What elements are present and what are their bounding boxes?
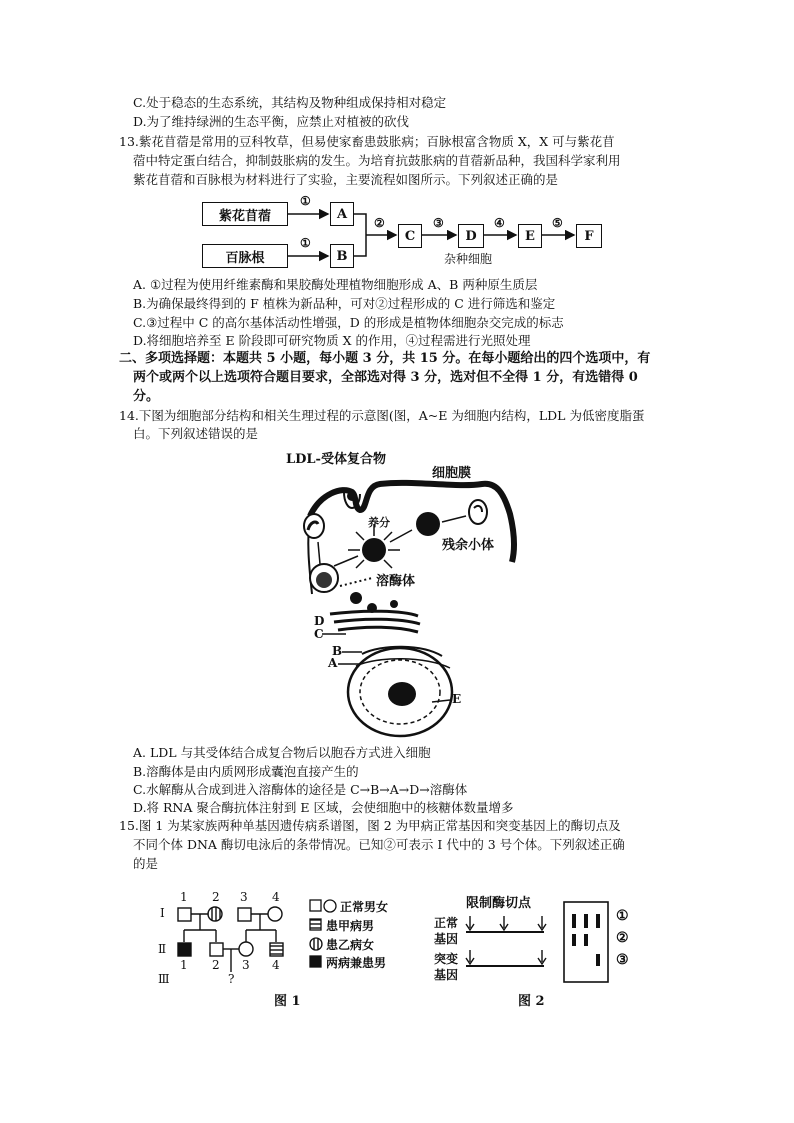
q14-cell-figure xyxy=(282,444,532,744)
flow-box-d: D xyxy=(458,224,484,248)
q13-stem: 13.紫花苜蓿是常用的豆科牧草，但易使家畜患鼓胀病；百脉根富含物质 X，X 可与紫花苜 xyxy=(119,134,615,149)
flow-step-4: ④ xyxy=(494,216,505,230)
residual-body-label: 残余小体 xyxy=(442,538,495,553)
lane-3-label: ③ xyxy=(616,952,629,968)
q13-option-d: D.将细胞培养至 E 阶段即可研究物质 X 的作用，④过程需进行光照处理 xyxy=(133,333,531,348)
q13-flow-diagram xyxy=(190,192,620,278)
unknown-child: ? xyxy=(228,972,235,986)
mutant-gene-label: 突变 xyxy=(434,952,459,966)
flow-box-c: C xyxy=(398,224,422,248)
flow-box-f: F xyxy=(576,224,602,248)
legend-normal: 正常男女 xyxy=(340,900,389,914)
q15-stem: 不同个体 DNA 酶切电泳后的条带情况。已知②可表示 I 代中的 3 号个体。下列叙述正确 xyxy=(133,837,625,852)
mutant-gene-label: 基因 xyxy=(434,968,459,982)
i-1: 1 xyxy=(180,890,188,904)
label-d: D xyxy=(314,614,325,628)
figure1-caption: 图 1 xyxy=(274,994,301,1009)
flow-box-e: E xyxy=(518,224,542,248)
i-2: 2 xyxy=(212,890,220,904)
flow-box-b: B xyxy=(330,244,354,268)
label-b: B xyxy=(332,644,343,658)
gen-3-label: Ⅲ xyxy=(158,972,170,986)
i-3: 3 xyxy=(240,890,248,904)
flow-hybrid-label: 杂种细胞 xyxy=(444,252,493,266)
q14-option-a: A. LDL 与其受体结合成复合物后以胞吞方式进入细胞 xyxy=(133,745,431,760)
label-c: C xyxy=(314,627,324,641)
gen-1-label: I xyxy=(160,906,165,920)
q15-stem: 的是 xyxy=(133,856,159,871)
ii-2: 2 xyxy=(212,958,220,972)
ldl-complex-label: LDL-受体复合物 xyxy=(286,452,386,467)
q13-option-c: C.③过程中 C 的高尔基体活动性增强，D 的形成是植物体细胞杂交完成的标志 xyxy=(133,315,564,330)
flow-box-zihua: 紫花苜蓿 xyxy=(202,202,288,226)
flow-box-baimai: 百脉根 xyxy=(202,244,288,268)
ii-3: 3 xyxy=(242,958,250,972)
option-d-prev: D.为了维持绿洲的生态平衡，应禁止对植被的砍伐 xyxy=(133,114,410,129)
section2-heading: 二、多项选择题：本题共 5 小题，每小题 3 分，共 15 分。在每小题给出的四个选项中，有 xyxy=(119,351,651,366)
q14-stem: 14.下图为细胞部分结构和相关生理过程的示意图(图，A~E 为细胞内结构，LDL 为低密度脂蛋 xyxy=(119,408,645,423)
normal-gene-label: 基因 xyxy=(434,932,459,946)
gen-2-label: Ⅱ xyxy=(158,942,167,956)
flow-step-5: ⑤ xyxy=(552,216,563,230)
legend-yi: 患乙病女 xyxy=(326,938,375,952)
flow-step-1b: ① xyxy=(300,236,311,250)
ii-4: 4 xyxy=(272,958,280,972)
normal-gene-label: 正常 xyxy=(434,916,459,930)
legend-jia: 患甲病男 xyxy=(326,919,375,933)
membrane-label: 细胞膜 xyxy=(432,466,472,481)
q13-stem: 紫花苜蓿和百脉根为材料进行了实验，主要流程如图所示。下列叙述正确的是 xyxy=(133,172,559,187)
flow-step-1a: ① xyxy=(300,194,311,208)
q14-option-b: B.溶酶体是由内质网形成囊泡直接产生的 xyxy=(133,764,359,779)
flow-step-3: ③ xyxy=(433,216,444,230)
label-e: E xyxy=(452,692,462,706)
q14-option-c: C.水解酶从合成到进入溶酶体的途径是 C→B→A→D→溶酶体 xyxy=(133,782,468,797)
i-4: 4 xyxy=(272,890,280,904)
q15-figure2-gel xyxy=(432,888,672,1013)
q13-option-a: A. ①过程为使用纤维素酶和果胶酶处理植物细胞形成 A、B 两种原生质层 xyxy=(133,277,538,292)
section2-heading: 分。 xyxy=(133,389,160,404)
q14-option-d: D.将 RNA 聚合酶抗体注射到 E 区域，会使细胞中的核糖体数量增多 xyxy=(133,800,514,815)
nutrient-label: 养分 xyxy=(368,516,390,529)
lane-1-label: ① xyxy=(616,908,629,924)
q13-option-b: B.为确保最终得到的 F 植株为新品种，可对②过程形成的 C 进行筛选和鉴定 xyxy=(133,296,556,311)
lane-2-label: ② xyxy=(616,930,629,946)
section2-heading: 两个或两个以上选项符合题目要求，全部选对得 3 分，选对但不全得 1 分，有选错得 0 xyxy=(133,370,638,385)
q15-figure1-pedigree xyxy=(150,888,420,1013)
ii-1: 1 xyxy=(180,958,188,972)
lysosome-label: 溶酶体 xyxy=(376,574,416,589)
q14-stem: 白。下列叙述错误的是 xyxy=(133,426,259,441)
q15-stem: 15.图 1 为某家族两种单基因遗传病系谱图，图 2 为甲病正常基因和突变基因上的酶切点及 xyxy=(119,818,621,833)
cell-drawing xyxy=(282,444,532,744)
legend-both: 两病兼患男 xyxy=(326,956,387,970)
figure2-caption: 图 2 xyxy=(518,994,545,1009)
flow-box-a: A xyxy=(330,202,354,226)
enzyme-sites-label: 限制酶切点 xyxy=(466,896,532,911)
option-c-prev: C.处于稳态的生态系统，其结构及物种组成保持相对稳定 xyxy=(133,95,447,110)
label-a: A xyxy=(328,656,338,670)
q13-stem: 蓿中特定蛋白结合，抑制鼓胀病的发生。为培育抗鼓胀病的苜蓿新品种，我国科学家利用 xyxy=(133,153,621,168)
flow-step-2: ② xyxy=(374,216,385,230)
